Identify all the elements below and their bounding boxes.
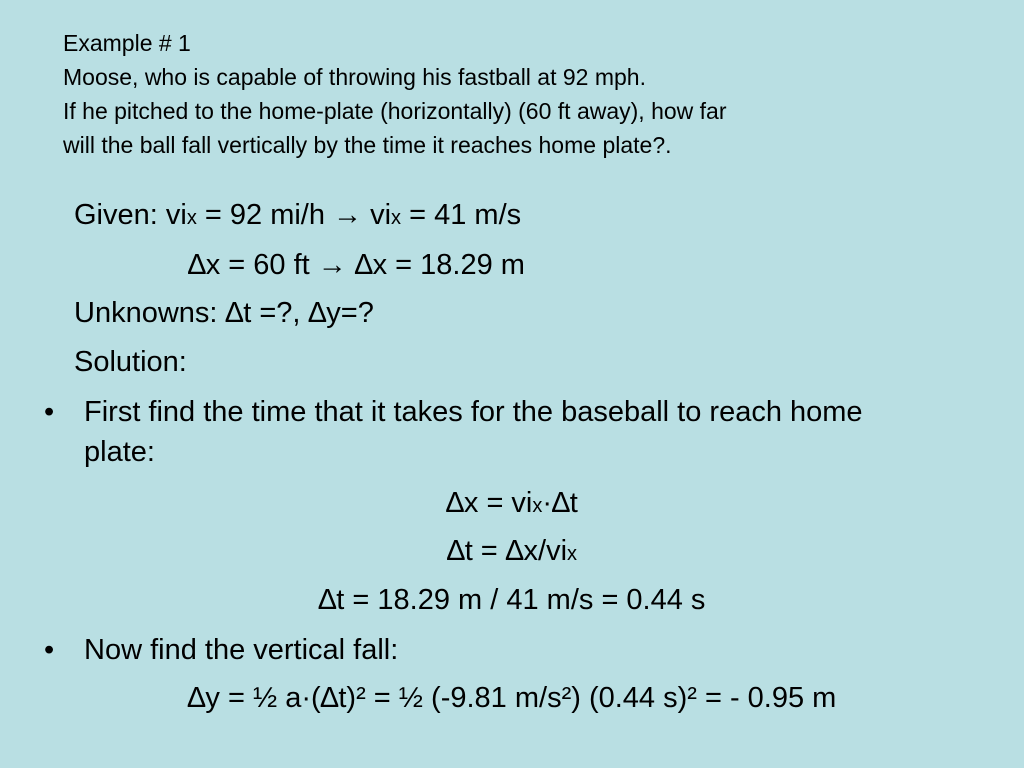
bullet-2-text: Now find the vertical fall: (84, 634, 399, 666)
eq1-subscript: x (532, 495, 543, 517)
given-subscript-1: x (186, 207, 197, 229)
eq2-prefix: ∆t = ∆x/vi (446, 535, 568, 567)
given-subscript-2: x (391, 207, 402, 229)
problem-statement (63, 26, 963, 162)
equation-3: ∆t = 18.29 m / 41 m/s = 0.44 s (318, 584, 706, 616)
given-middle: = 92 mi/h → vi (196, 199, 392, 231)
equation-1 (0, 486, 1024, 523)
problem-line-1: Moose, who is capable of throwing his fastball at 92 mph. (63, 64, 646, 90)
bullet-1-text: First find the time that it takes for the baseball to reach home plate: (84, 396, 863, 468)
given-line (74, 198, 521, 235)
equation-2 (0, 534, 1024, 571)
given-prefix: Given: vi (74, 199, 187, 231)
bullet-icon: • (44, 634, 55, 666)
bullet-icon: • (44, 396, 55, 428)
solution-label: Solution: (74, 346, 187, 378)
eq1-suffix: ·∆t (542, 487, 578, 519)
bullet-item-1 (44, 392, 944, 474)
delta-x-line: ∆x = 60 ft → ∆x = 18.29 m (188, 249, 525, 281)
given-suffix: = 41 m/s (401, 199, 522, 231)
unknowns-line: Unknowns: ∆t =?, ∆y=? (74, 297, 374, 329)
problem-line-3: will the ball fall vertically by the time it reaches home plate?. (63, 132, 672, 158)
eq1-prefix: ∆x = vi (446, 487, 533, 519)
problem-line-2: If he pitched to the home-plate (horizontally) (60 ft away), how far (63, 98, 727, 124)
bullet-item-2 (44, 630, 944, 670)
eq2-subscript: x (567, 543, 578, 565)
example-title: Example # 1 (63, 30, 191, 56)
equation-4: ∆y = ½ a·(∆t)² = ½ (-9.81 m/s²) (0.44 s)² = - 0.95 m (187, 682, 837, 714)
